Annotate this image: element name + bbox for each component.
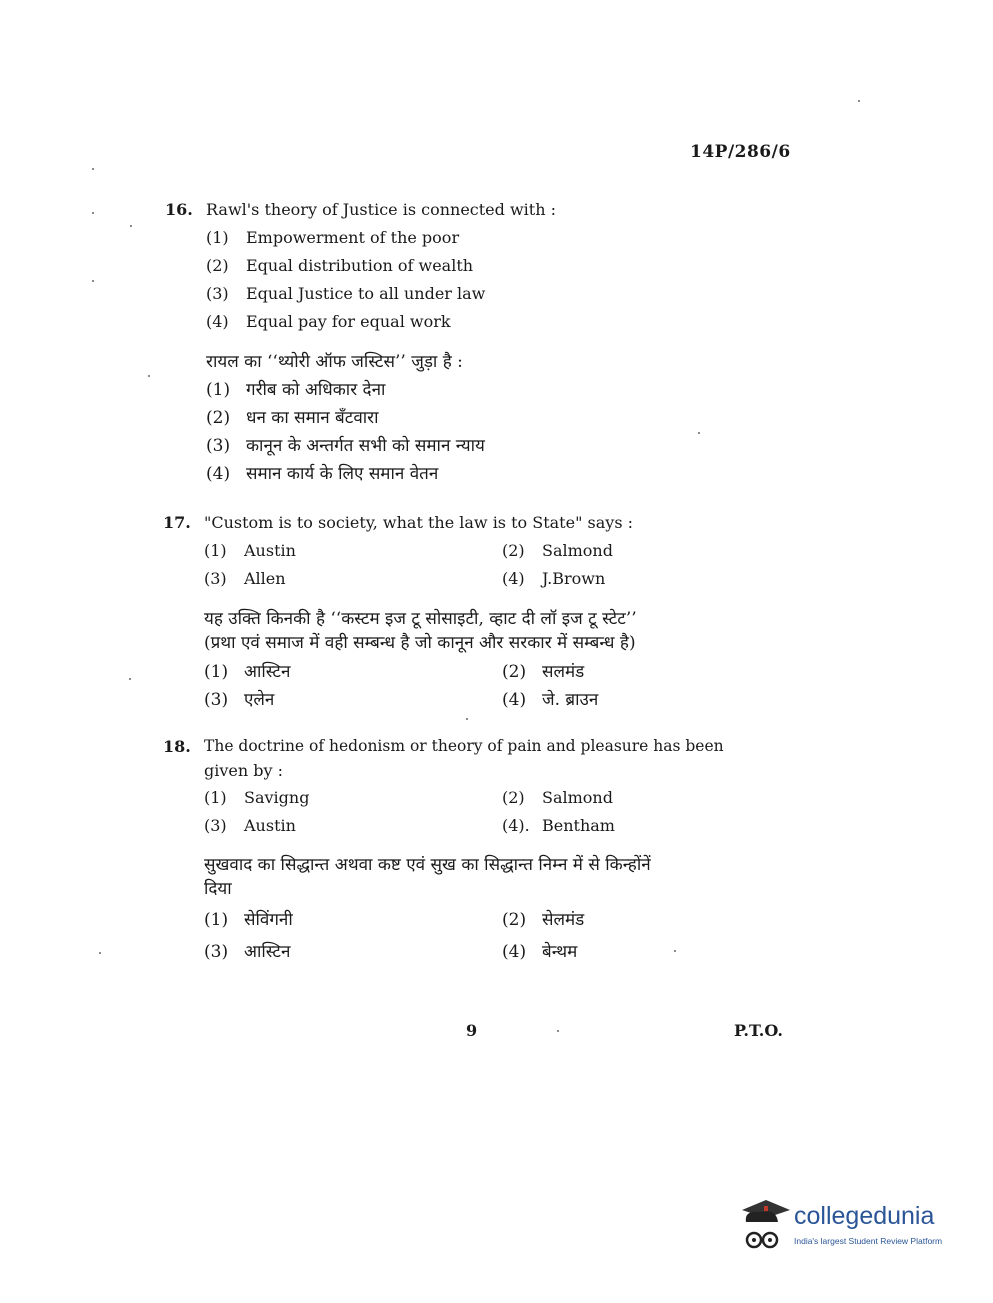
- scan-speck: [557, 1030, 559, 1032]
- scan-speck: [148, 375, 150, 377]
- option-hi: [502, 687, 598, 710]
- option-text: Salmond: [542, 541, 613, 560]
- option-text: J.Brown: [542, 569, 606, 588]
- option-number: (4): [502, 942, 527, 962]
- option-hi: [204, 659, 290, 682]
- option-hi: [206, 433, 485, 456]
- paper-code: 14P/286/6: [690, 142, 791, 162]
- option-text: Austin: [244, 541, 296, 560]
- option-text: Savigng: [244, 788, 310, 807]
- option-hi: [206, 377, 385, 400]
- option-number: (1): [206, 228, 229, 247]
- option-en: [204, 816, 296, 835]
- scan-speck: [92, 280, 94, 282]
- option-hi: [206, 461, 438, 484]
- scan-speck: [92, 212, 94, 214]
- brand-name: collegedunia: [794, 1202, 935, 1230]
- scan-speck: [92, 168, 94, 170]
- question-text-hi: रायल का ‘‘थ्योरी ऑफ जस्टिस’’ जुड़ा है :: [206, 352, 463, 372]
- question-text-hi: यह उक्ति किनकी है ‘‘कस्टम इज टू सोसाइटी, व्हाट दी लॉ इज टू स्टेट’’: [204, 609, 637, 629]
- question-text-hi: सुखवाद का सिद्धान्त अथवा कष्ट एवं सुख का सिद्धान्त निम्न में से किन्होंनें: [204, 855, 651, 875]
- option-text: Empowerment of the poor: [246, 228, 460, 247]
- option-number: (3): [204, 690, 229, 710]
- option-text: धन का समान बँटवारा: [246, 408, 379, 428]
- option-text: Equal pay for equal work: [246, 312, 451, 331]
- option-number: (2): [206, 256, 229, 275]
- option-en: [206, 256, 473, 275]
- option-en: [206, 228, 459, 247]
- option-number: (2): [502, 541, 525, 560]
- option-text: सलमंड: [542, 662, 585, 682]
- option-number: (4): [502, 690, 527, 710]
- option-hi: [204, 687, 274, 710]
- page-number: 9: [466, 1021, 478, 1040]
- option-hi: [204, 939, 290, 962]
- option-text: गरीब को अधिकार देना: [246, 380, 386, 400]
- option-en: [502, 569, 605, 588]
- question-number: 18.: [163, 737, 191, 756]
- question-text-en: Rawl's theory of Justice is connected with :: [206, 200, 556, 219]
- question-text-en: The doctrine of hedonism or theory of pain and pleasure has been: [204, 737, 724, 755]
- brand-tagline: India's largest Student Review Platform: [794, 1236, 943, 1246]
- question-number: 16.: [165, 200, 193, 219]
- option-number: (1): [204, 910, 229, 930]
- option-hi: [502, 659, 584, 682]
- question-text-en-line2: given by :: [204, 761, 284, 780]
- scan-speck: [129, 678, 131, 680]
- option-text: समान कार्य के लिए समान वेतन: [246, 464, 439, 484]
- question-text-en: "Custom is to society, what the law is to State" says :: [204, 513, 633, 532]
- option-text: Equal Justice to all under law: [246, 284, 486, 303]
- option-number: (3): [204, 942, 229, 962]
- option-number: (1): [204, 541, 227, 560]
- scan-speck: [99, 952, 101, 954]
- option-en: [502, 816, 615, 835]
- scan-speck: [674, 950, 676, 952]
- option-text: Equal distribution of wealth: [246, 256, 474, 275]
- collegedunia-watermark: [736, 1196, 966, 1260]
- scan-speck: [466, 718, 468, 720]
- mascot-icon: [736, 1196, 792, 1256]
- option-en: [206, 312, 451, 331]
- scan-speck: [858, 100, 860, 102]
- question-text-hi-line2: (प्रथा एवं समाज में वही सम्बन्ध है जो कानून और सरकार में सम्बन्ध है): [204, 633, 636, 653]
- option-number: (3): [206, 284, 229, 303]
- option-hi: [502, 939, 577, 962]
- option-en: [204, 569, 286, 588]
- option-text: Allen: [244, 569, 286, 588]
- option-hi: [204, 907, 293, 930]
- option-text: सेलमंड: [542, 910, 585, 930]
- option-text: सेविंगनी: [244, 910, 293, 930]
- option-number: (3): [204, 569, 227, 588]
- scan-speck: [698, 432, 700, 434]
- option-text: एलेन: [244, 690, 275, 710]
- option-number: (1): [204, 788, 227, 807]
- option-number: (2): [502, 662, 527, 682]
- option-hi: [502, 907, 584, 930]
- option-text: आस्टिन: [244, 662, 291, 682]
- option-en: [204, 541, 296, 560]
- option-text: Austin: [244, 816, 296, 835]
- option-en: [502, 788, 613, 807]
- pto-label: P.T.O.: [734, 1021, 783, 1040]
- question-text-hi-line2: दिया: [204, 879, 232, 899]
- option-number: (3): [206, 436, 231, 456]
- option-text: Salmond: [542, 788, 613, 807]
- option-text: जे. ब्राउन: [542, 690, 599, 710]
- option-number: (2): [502, 910, 527, 930]
- option-number: (4): [206, 464, 231, 484]
- option-number: (4): [502, 569, 525, 588]
- option-number: (1): [204, 662, 229, 682]
- option-number: (4): [206, 312, 229, 331]
- option-number: (3): [204, 816, 227, 835]
- option-number: (2): [502, 788, 525, 807]
- option-text: आस्टिन: [244, 942, 291, 962]
- option-number: (2): [206, 408, 231, 428]
- option-text: बेन्थम: [542, 942, 578, 962]
- option-text: Bentham: [542, 816, 615, 835]
- option-en: [204, 788, 309, 807]
- scan-speck: [130, 225, 132, 227]
- option-en: [502, 541, 613, 560]
- option-hi: [206, 405, 379, 428]
- question-number: 17.: [163, 513, 191, 532]
- option-number: (4).: [502, 816, 530, 835]
- option-en: [206, 284, 485, 303]
- option-number: (1): [206, 380, 231, 400]
- option-text: कानून के अन्तर्गत सभी को समान न्याय: [246, 436, 485, 456]
